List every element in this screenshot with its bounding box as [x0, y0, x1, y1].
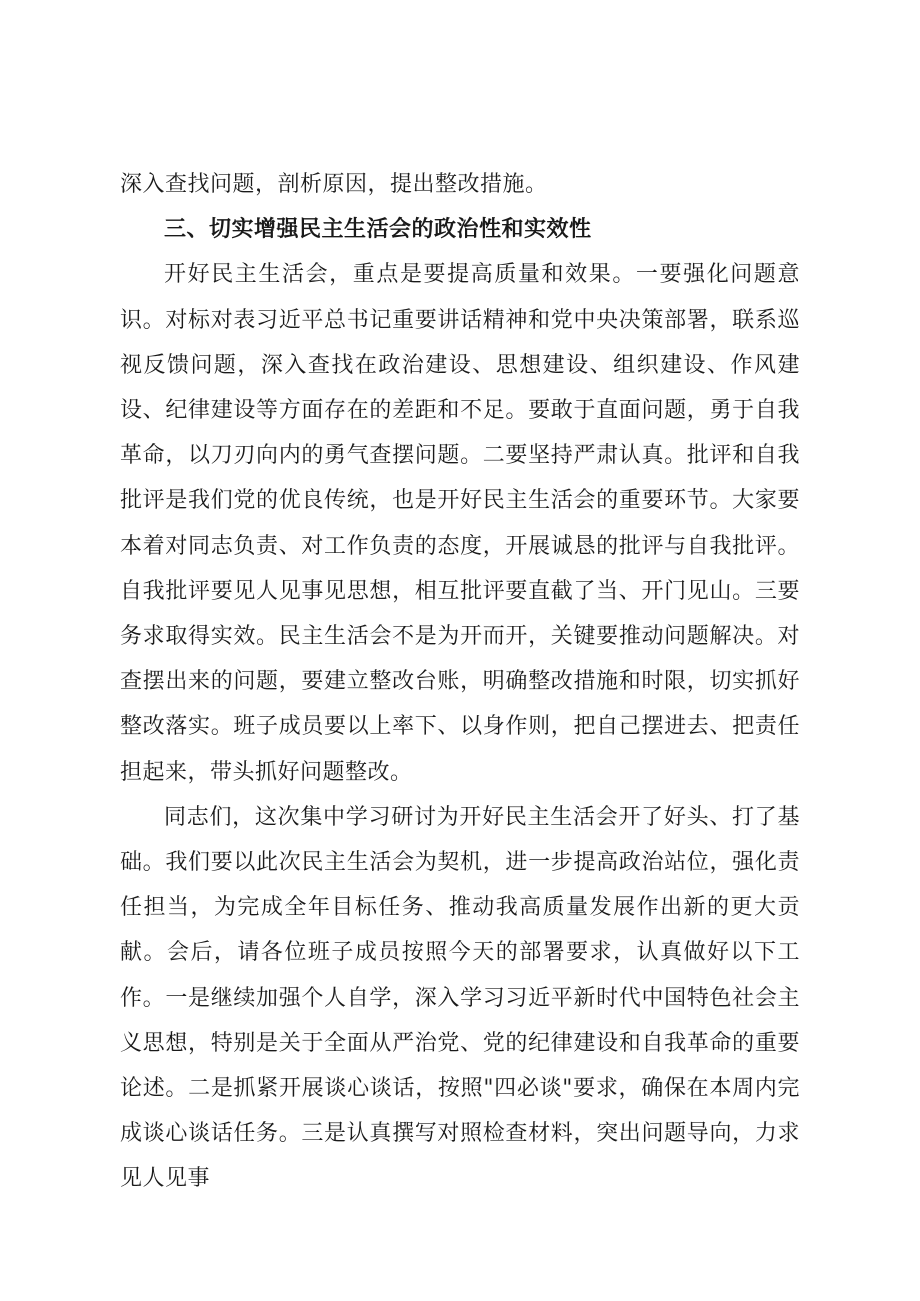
paragraph-quality-effect: 开好民主生活会，重点是要提高质量和效果。一要强化问题意识。对标对表习近平总书记重要讲话精神和党中央决策部署，联系巡视反馈问题，深入查找在政治建设、思想建设、组织建设、作风建设、纪律建设等方面存在的差距和不足。要敢于直面问题，勇于自我革命，以刀刃向内的勇气查摆问题。二要坚持严肃认真。批评和自我批评是我们党的优良传统，也是开好民主生活会的重要环节。大家要本着对同志负责、对工作负责的态度，开展诚恳的批评与自我批评。自我批评要见人见事见思想，相互批评要直截了当、开门见山。三要务求取得实效。民主生活会不是为开而开，关键要推动问题解决。对查摆出来的问题，要建立整改台账，明确整改措施和时限，切实抓好整改落实。班子成员要以上率下、以身作则，把自己摆进去、把责任担起来，带头抓好问题整改。: [120, 262, 800, 785]
section-heading: 三、切实增强民主生活会的政治性和实效性: [164, 217, 592, 243]
paragraph-closing-tasks: 同志们，这次集中学习研讨为开好民主生活会开了好头、打了基础。我们要以此次民主生活会为契机，进一步提高政治站位，强化责任担当，为完成全年目标任务、推动我高质量发展作出新的更大贡献。会后，请各位班子成员按照今天的部署要求，认真做好以下工作。一是继续加强个人自学，深入学习习近平新时代中国特色社会主义思想，特别是关于全面从严治党、党的纪律建设和自我革命的重要论述。二是抓紧开展谈心谈话，按照"四必谈"要求，确保在本周内完成谈心谈话任务。三是认真撰写对照检查材料，突出问题导向，力求见人见事: [120, 804, 800, 1192]
document-body: [120, 162, 800, 1202]
continuation-text: 深入查找问题，剖析原因，提出整改措施。: [120, 172, 548, 197]
